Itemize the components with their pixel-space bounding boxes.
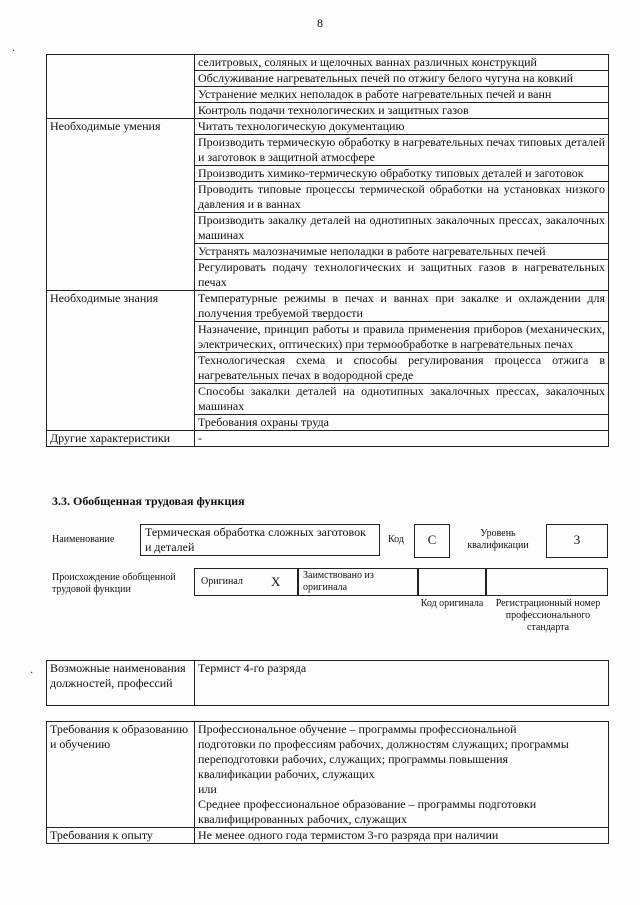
table-cell: Устранение мелких неполадок в работе нагревательных печей и ванн — [195, 87, 609, 103]
original-label: Оригинал — [201, 576, 243, 587]
code-original-label: Код оригинала — [420, 598, 484, 609]
table-cell: Производить химико-термическую обработку типовых деталей и заготовок — [195, 166, 609, 182]
reg-number-label: Регистрационный номер профессионального стандарта — [495, 598, 601, 633]
requirements-table — [46, 721, 609, 844]
table-cell: селитровых, соляных и щелочных ваннах различных конструкций — [195, 55, 609, 71]
education-line: квалификации рабочих, служащих — [198, 767, 375, 781]
row-label: Необходимые знания — [47, 291, 195, 431]
row-label: Другие характеристики — [47, 431, 195, 447]
origin-label: Происхождение обобщенной трудовой функции — [52, 572, 176, 595]
education-line: квалифицированных рабочих, служащих — [198, 812, 407, 826]
skills-knowledge-table — [46, 54, 609, 447]
function-name-box: Термическая обработка сложных заготовок и деталей — [140, 524, 380, 556]
education-line: подготовки по профессиям рабочих, должностям служащих; программы — [198, 737, 569, 751]
code-value-box: C — [414, 524, 450, 558]
positions-label: Возможные наименования должностей, профессий — [47, 661, 195, 706]
level-value-box: 3 — [546, 524, 608, 558]
table-cell: Температурные режимы в печах и ваннах при закалке и охлаждении для получения требуемой твердости — [195, 291, 609, 322]
table-cell: Требования охраны труда — [195, 415, 609, 431]
table-cell: Контроль подачи технологических и защитных газов — [195, 103, 609, 119]
table-cell: Проводить типовые процессы термической обработки на установках низкого давления и в ваннах — [195, 182, 609, 213]
table-cell: Устранять малозначимые неполадки в работе нагревательных печей — [195, 244, 609, 260]
table-cell: Читать технологическую документацию — [195, 119, 609, 135]
borrowed-label: Заимствовано из оригинала — [303, 570, 374, 593]
section-title: 3.3. Обобщенная трудовая функция — [52, 494, 245, 508]
table-cell: Регулировать подачу технологических и защитных газов в нагревательных печах — [195, 260, 609, 291]
row-label — [47, 55, 195, 119]
education-value — [195, 722, 609, 828]
reg-number-box — [486, 568, 608, 596]
table-cell: Обслуживание нагревательных печей по отжигу белого чугуна на ковкий — [195, 71, 609, 87]
code-label: Код — [388, 534, 404, 545]
table-cell: Способы закалки деталей на однотипных закалочных прессах, закалочных машинах — [195, 384, 609, 415]
original-mark: X — [271, 574, 281, 589]
name-label: Наименование — [52, 534, 115, 545]
education-label: Требования к образованию и обучению — [47, 722, 195, 828]
table-cell: Производить термическую обработку в нагревательных печах типовых деталей и заготовок в защитной атмосфере — [195, 135, 609, 166]
level-label: Уровень квалификации — [467, 528, 529, 551]
table-cell: Производить закалку деталей на однотипных закалочных прессах, закалочных машинах — [195, 213, 609, 244]
code-original-box — [418, 568, 486, 596]
borrowed-box — [298, 568, 418, 596]
table-cell: Назначение, принцип работы и правила применения приборов (механических, электрических, оптических) при термообработке в нагревательных печах — [195, 322, 609, 353]
margin-dot: · — [12, 46, 16, 57]
page-number: 8 — [317, 16, 323, 30]
row-label: Необходимые умения — [47, 119, 195, 291]
positions-value: Термист 4-го разряда — [195, 661, 609, 706]
experience-label: Требования к опыту — [47, 828, 195, 844]
positions-table — [46, 660, 609, 706]
table-cell: Технологическая схема и способы регулирования процесса отжига в нагревательных печах в водородной среде — [195, 353, 609, 384]
education-line: переподготовки рабочих, служащих; программы повышения — [198, 752, 509, 766]
margin-dot: · — [30, 668, 34, 679]
table-cell: - — [195, 431, 609, 447]
education-line: Среднее профессиональное образование – программы подготовки — [198, 797, 537, 811]
education-line: Профессиональное обучение – программы профессиональной — [198, 722, 517, 736]
original-box — [194, 568, 298, 596]
education-line: или — [198, 782, 217, 796]
experience-value: Не менее одного года термистом 3-го разряда при наличии — [195, 828, 609, 844]
